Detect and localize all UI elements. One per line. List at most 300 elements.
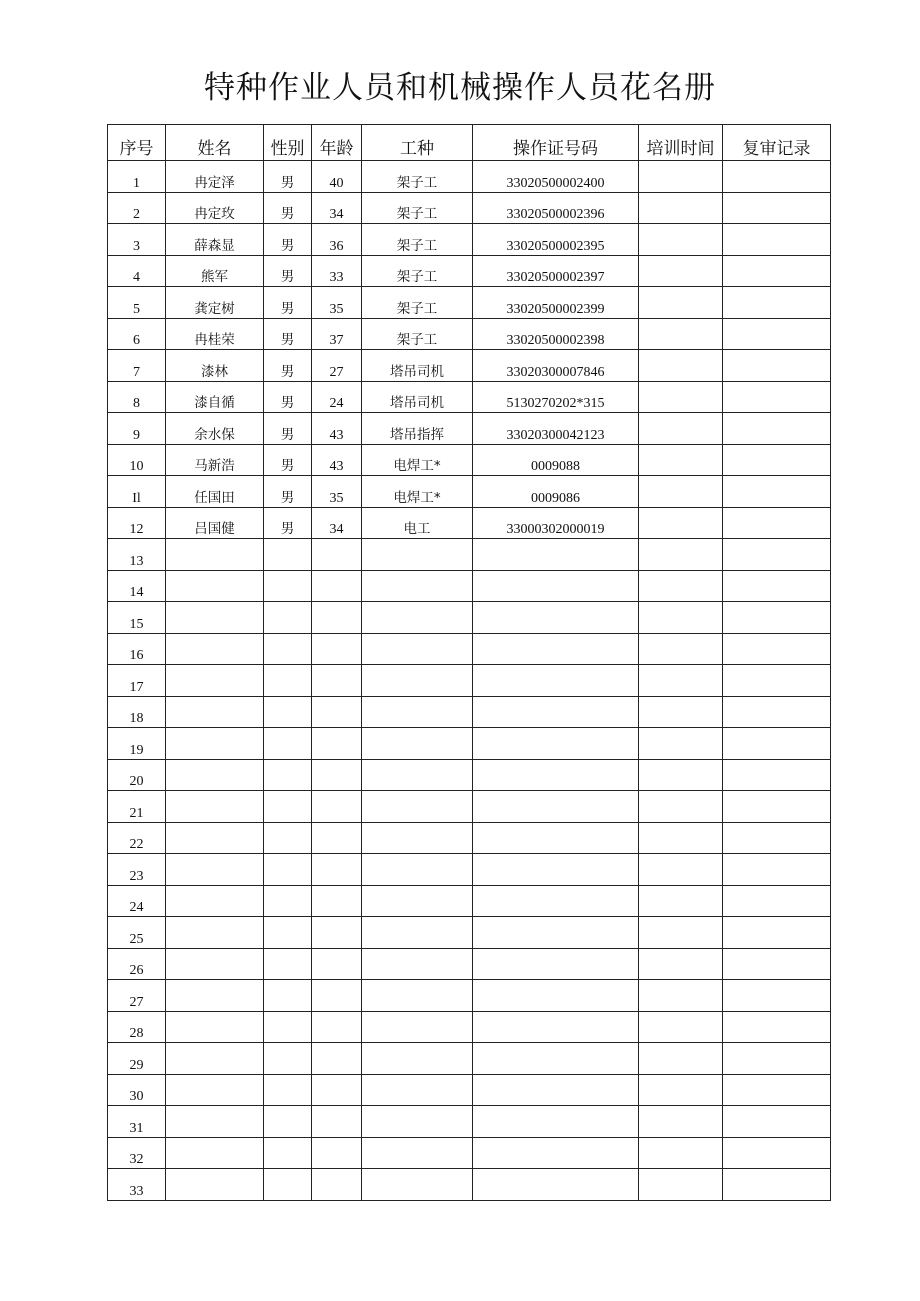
cell-trade <box>362 570 473 602</box>
cell-review-record <box>723 476 831 508</box>
cell-training-time <box>639 350 723 382</box>
cell-training-time <box>639 980 723 1012</box>
cell-certificate-number <box>473 1074 639 1106</box>
cell-certificate-number <box>473 759 639 791</box>
cell-training-time <box>639 1169 723 1201</box>
cell-certificate-number <box>473 885 639 917</box>
cell-gender: 男 <box>264 192 312 224</box>
cell-age <box>312 570 362 602</box>
cell-trade <box>362 885 473 917</box>
cell-training-time <box>639 696 723 728</box>
table-row <box>108 696 831 728</box>
table-row <box>108 633 831 665</box>
table-row <box>108 885 831 917</box>
cell-gender: 男 <box>264 381 312 413</box>
cell-age: 43 <box>312 444 362 476</box>
cell-certificate-number: 5130270202*315 <box>473 381 639 413</box>
cell-training-time <box>639 539 723 571</box>
cell-name <box>166 696 264 728</box>
cell-review-record <box>723 192 831 224</box>
cell-review-record <box>723 696 831 728</box>
table-row <box>108 192 831 224</box>
cell-gender: 男 <box>264 224 312 256</box>
column-header-gender: 性别 <box>264 125 312 161</box>
cell-age <box>312 791 362 823</box>
cell-gender <box>264 665 312 697</box>
cell-review-record <box>723 413 831 445</box>
cell-certificate-number <box>473 980 639 1012</box>
cell-training-time <box>639 791 723 823</box>
cell-certificate-number: 33020300042123 <box>473 413 639 445</box>
cell-seq: Il <box>108 476 166 508</box>
cell-seq: 4 <box>108 255 166 287</box>
cell-training-time <box>639 255 723 287</box>
cell-certificate-number: 33020300007846 <box>473 350 639 382</box>
cell-age <box>312 885 362 917</box>
cell-age: 27 <box>312 350 362 382</box>
cell-age: 43 <box>312 413 362 445</box>
cell-review-record <box>723 1137 831 1169</box>
table-row <box>108 255 831 287</box>
cell-seq: 6 <box>108 318 166 350</box>
cell-seq: 18 <box>108 696 166 728</box>
cell-gender <box>264 854 312 886</box>
cell-trade <box>362 1011 473 1043</box>
cell-age <box>312 980 362 1012</box>
cell-name: 漆自循 <box>166 381 264 413</box>
table-row <box>108 1043 831 1075</box>
cell-seq: 9 <box>108 413 166 445</box>
cell-age <box>312 854 362 886</box>
cell-age: 37 <box>312 318 362 350</box>
cell-age <box>312 948 362 980</box>
cell-review-record <box>723 161 831 193</box>
cell-training-time <box>639 507 723 539</box>
cell-age <box>312 1011 362 1043</box>
cell-age <box>312 696 362 728</box>
cell-name <box>166 1043 264 1075</box>
table-row <box>108 444 831 476</box>
table-row <box>108 318 831 350</box>
cell-training-time <box>639 948 723 980</box>
cell-name <box>166 854 264 886</box>
cell-age: 35 <box>312 476 362 508</box>
cell-review-record <box>723 980 831 1012</box>
cell-trade <box>362 1043 473 1075</box>
cell-seq: 7 <box>108 350 166 382</box>
cell-gender <box>264 980 312 1012</box>
cell-training-time <box>639 917 723 949</box>
cell-training-time <box>639 633 723 665</box>
cell-age <box>312 633 362 665</box>
cell-training-time <box>639 759 723 791</box>
cell-review-record <box>723 948 831 980</box>
table-row <box>108 1074 831 1106</box>
cell-name: 龚定树 <box>166 287 264 319</box>
table-header-row <box>108 125 831 161</box>
cell-name <box>166 633 264 665</box>
table-row <box>108 822 831 854</box>
cell-seq: 19 <box>108 728 166 760</box>
cell-review-record <box>723 1106 831 1138</box>
cell-seq: 3 <box>108 224 166 256</box>
cell-training-time <box>639 476 723 508</box>
cell-seq: 27 <box>108 980 166 1012</box>
cell-review-record <box>723 507 831 539</box>
cell-training-time <box>639 1011 723 1043</box>
cell-seq: 13 <box>108 539 166 571</box>
cell-trade <box>362 1137 473 1169</box>
cell-seq: 21 <box>108 791 166 823</box>
cell-name <box>166 885 264 917</box>
cell-age <box>312 602 362 634</box>
cell-trade: 塔吊司机 <box>362 381 473 413</box>
cell-gender <box>264 822 312 854</box>
table-row <box>108 350 831 382</box>
cell-name <box>166 1011 264 1043</box>
cell-training-time <box>639 822 723 854</box>
cell-trade <box>362 1169 473 1201</box>
table-row <box>108 665 831 697</box>
cell-trade <box>362 633 473 665</box>
cell-name <box>166 602 264 634</box>
cell-review-record <box>723 885 831 917</box>
cell-training-time <box>639 192 723 224</box>
column-header-certificate-number: 操作证号码 <box>473 125 639 161</box>
cell-training-time <box>639 287 723 319</box>
cell-certificate-number: 33020500002400 <box>473 161 639 193</box>
cell-certificate-number <box>473 822 639 854</box>
cell-trade <box>362 822 473 854</box>
cell-name <box>166 1106 264 1138</box>
cell-seq: 12 <box>108 507 166 539</box>
cell-name <box>166 1074 264 1106</box>
cell-seq: 14 <box>108 570 166 602</box>
cell-training-time <box>639 1074 723 1106</box>
cell-seq: 25 <box>108 917 166 949</box>
table-row <box>108 854 831 886</box>
cell-certificate-number <box>473 1137 639 1169</box>
cell-trade: 电工 <box>362 507 473 539</box>
cell-seq: 5 <box>108 287 166 319</box>
cell-seq: 10 <box>108 444 166 476</box>
table-row <box>108 917 831 949</box>
cell-review-record <box>723 570 831 602</box>
cell-training-time <box>639 570 723 602</box>
cell-seq: 31 <box>108 1106 166 1138</box>
cell-age: 40 <box>312 161 362 193</box>
cell-trade <box>362 728 473 760</box>
cell-gender <box>264 728 312 760</box>
cell-review-record <box>723 255 831 287</box>
cell-seq: 33 <box>108 1169 166 1201</box>
cell-gender <box>264 696 312 728</box>
cell-gender <box>264 948 312 980</box>
cell-trade: 架子工 <box>362 255 473 287</box>
table-row <box>108 1011 831 1043</box>
cell-training-time <box>639 602 723 634</box>
table-body <box>108 161 831 1201</box>
column-header-name: 姓名 <box>166 125 264 161</box>
cell-trade <box>362 948 473 980</box>
table-row <box>108 507 831 539</box>
column-header-trade: 工种 <box>362 125 473 161</box>
cell-gender <box>264 1137 312 1169</box>
cell-review-record <box>723 381 831 413</box>
cell-training-time <box>639 413 723 445</box>
cell-name <box>166 539 264 571</box>
table-row <box>108 759 831 791</box>
cell-gender <box>264 759 312 791</box>
cell-training-time <box>639 318 723 350</box>
cell-name: 任国田 <box>166 476 264 508</box>
cell-gender: 男 <box>264 507 312 539</box>
cell-name <box>166 948 264 980</box>
cell-certificate-number <box>473 854 639 886</box>
cell-review-record <box>723 665 831 697</box>
cell-age: 34 <box>312 507 362 539</box>
cell-review-record <box>723 791 831 823</box>
cell-trade: 塔吊指挥 <box>362 413 473 445</box>
cell-training-time <box>639 665 723 697</box>
cell-age <box>312 1137 362 1169</box>
cell-certificate-number <box>473 1043 639 1075</box>
cell-age <box>312 759 362 791</box>
cell-age <box>312 1074 362 1106</box>
cell-review-record <box>723 602 831 634</box>
table-row <box>108 570 831 602</box>
cell-seq: 28 <box>108 1011 166 1043</box>
cell-review-record <box>723 1169 831 1201</box>
cell-review-record <box>723 444 831 476</box>
cell-name <box>166 1169 264 1201</box>
cell-review-record <box>723 917 831 949</box>
cell-review-record <box>723 728 831 760</box>
cell-certificate-number <box>473 1011 639 1043</box>
table-row <box>108 381 831 413</box>
cell-trade <box>362 917 473 949</box>
cell-age: 33 <box>312 255 362 287</box>
cell-gender <box>264 1074 312 1106</box>
table-row <box>108 224 831 256</box>
table-row <box>108 948 831 980</box>
cell-seq: 2 <box>108 192 166 224</box>
cell-name: 吕国健 <box>166 507 264 539</box>
cell-seq: 26 <box>108 948 166 980</box>
column-header-review-record: 复审记录 <box>723 125 831 161</box>
cell-seq: 17 <box>108 665 166 697</box>
cell-certificate-number: 33020500002396 <box>473 192 639 224</box>
cell-age: 34 <box>312 192 362 224</box>
cell-certificate-number <box>473 791 639 823</box>
cell-review-record <box>723 1074 831 1106</box>
cell-training-time <box>639 161 723 193</box>
cell-certificate-number: 33020500002398 <box>473 318 639 350</box>
cell-training-time <box>639 885 723 917</box>
cell-review-record <box>723 1043 831 1075</box>
cell-gender <box>264 633 312 665</box>
cell-trade: 架子工 <box>362 287 473 319</box>
cell-review-record <box>723 318 831 350</box>
cell-certificate-number: 33020500002399 <box>473 287 639 319</box>
cell-certificate-number <box>473 570 639 602</box>
cell-certificate-number: 33020500002395 <box>473 224 639 256</box>
cell-age <box>312 539 362 571</box>
table-row <box>108 1169 831 1201</box>
cell-name <box>166 791 264 823</box>
cell-training-time <box>639 381 723 413</box>
cell-seq: 23 <box>108 854 166 886</box>
cell-seq: 24 <box>108 885 166 917</box>
cell-gender <box>264 570 312 602</box>
cell-name <box>166 822 264 854</box>
cell-gender: 男 <box>264 413 312 445</box>
cell-trade: 架子工 <box>362 192 473 224</box>
cell-trade <box>362 602 473 634</box>
cell-name <box>166 728 264 760</box>
table-row <box>108 413 831 445</box>
cell-certificate-number <box>473 948 639 980</box>
cell-certificate-number <box>473 602 639 634</box>
cell-gender: 男 <box>264 161 312 193</box>
cell-trade: 电焊工* <box>362 476 473 508</box>
cell-age <box>312 822 362 854</box>
cell-age <box>312 1169 362 1201</box>
cell-age <box>312 665 362 697</box>
cell-trade <box>362 1106 473 1138</box>
table-row <box>108 791 831 823</box>
cell-age <box>312 1106 362 1138</box>
table-row <box>108 161 831 193</box>
cell-gender <box>264 885 312 917</box>
cell-name: 漆林 <box>166 350 264 382</box>
cell-gender: 男 <box>264 287 312 319</box>
cell-name <box>166 917 264 949</box>
cell-certificate-number <box>473 539 639 571</box>
cell-trade: 塔吊司机 <box>362 350 473 382</box>
cell-name: 薛森显 <box>166 224 264 256</box>
cell-gender <box>264 791 312 823</box>
cell-review-record <box>723 759 831 791</box>
cell-name <box>166 570 264 602</box>
roster-table <box>107 124 831 1201</box>
cell-certificate-number <box>473 1169 639 1201</box>
cell-certificate-number <box>473 696 639 728</box>
cell-review-record <box>723 1011 831 1043</box>
cell-gender <box>264 539 312 571</box>
cell-certificate-number <box>473 633 639 665</box>
column-header-seq: 序号 <box>108 125 166 161</box>
column-header-age: 年龄 <box>312 125 362 161</box>
cell-seq: 30 <box>108 1074 166 1106</box>
cell-trade: 架子工 <box>362 318 473 350</box>
table-row <box>108 728 831 760</box>
cell-certificate-number: 33000302000019 <box>473 507 639 539</box>
page-title: 特种作业人员和机械操作人员花名册 <box>204 70 716 106</box>
cell-gender <box>264 602 312 634</box>
cell-name: 熊军 <box>166 255 264 287</box>
cell-training-time <box>639 1106 723 1138</box>
cell-age: 36 <box>312 224 362 256</box>
cell-review-record <box>723 224 831 256</box>
cell-name <box>166 980 264 1012</box>
cell-name: 冉桂荣 <box>166 318 264 350</box>
cell-training-time <box>639 224 723 256</box>
cell-name <box>166 665 264 697</box>
cell-trade: 电焊工* <box>362 444 473 476</box>
cell-trade <box>362 791 473 823</box>
cell-certificate-number: 0009086 <box>473 476 639 508</box>
cell-gender <box>264 917 312 949</box>
cell-training-time <box>639 1043 723 1075</box>
table-row <box>108 287 831 319</box>
cell-age: 24 <box>312 381 362 413</box>
cell-certificate-number <box>473 728 639 760</box>
table-row <box>108 476 831 508</box>
column-header-training-time: 培训时间 <box>639 125 723 161</box>
cell-training-time <box>639 854 723 886</box>
cell-trade: 架子工 <box>362 224 473 256</box>
cell-review-record <box>723 854 831 886</box>
cell-age <box>312 1043 362 1075</box>
cell-gender <box>264 1011 312 1043</box>
cell-gender <box>264 1169 312 1201</box>
cell-gender: 男 <box>264 350 312 382</box>
cell-review-record <box>723 822 831 854</box>
cell-gender: 男 <box>264 255 312 287</box>
cell-seq: 20 <box>108 759 166 791</box>
cell-trade: 架子工 <box>362 161 473 193</box>
cell-seq: 16 <box>108 633 166 665</box>
cell-review-record <box>723 350 831 382</box>
cell-name <box>166 1137 264 1169</box>
cell-trade <box>362 539 473 571</box>
cell-training-time <box>639 1137 723 1169</box>
cell-gender: 男 <box>264 444 312 476</box>
cell-certificate-number <box>473 1106 639 1138</box>
cell-name: 冉定泽 <box>166 161 264 193</box>
cell-name: 余水保 <box>166 413 264 445</box>
cell-trade <box>362 854 473 886</box>
cell-seq: 8 <box>108 381 166 413</box>
table-row <box>108 1106 831 1138</box>
cell-trade <box>362 980 473 1012</box>
cell-review-record <box>723 287 831 319</box>
cell-name: 冉定玫 <box>166 192 264 224</box>
cell-certificate-number <box>473 917 639 949</box>
cell-review-record <box>723 539 831 571</box>
table-row <box>108 539 831 571</box>
cell-gender <box>264 1106 312 1138</box>
cell-name: 马新浩 <box>166 444 264 476</box>
cell-trade <box>362 1074 473 1106</box>
cell-name <box>166 759 264 791</box>
cell-training-time <box>639 444 723 476</box>
cell-trade <box>362 759 473 791</box>
cell-review-record <box>723 633 831 665</box>
cell-seq: 15 <box>108 602 166 634</box>
cell-seq: 32 <box>108 1137 166 1169</box>
table-row <box>108 980 831 1012</box>
table-row <box>108 1137 831 1169</box>
cell-certificate-number: 33020500002397 <box>473 255 639 287</box>
table-row <box>108 602 831 634</box>
cell-certificate-number: 0009088 <box>473 444 639 476</box>
cell-gender <box>264 1043 312 1075</box>
cell-age: 35 <box>312 287 362 319</box>
cell-seq: 1 <box>108 161 166 193</box>
cell-seq: 29 <box>108 1043 166 1075</box>
